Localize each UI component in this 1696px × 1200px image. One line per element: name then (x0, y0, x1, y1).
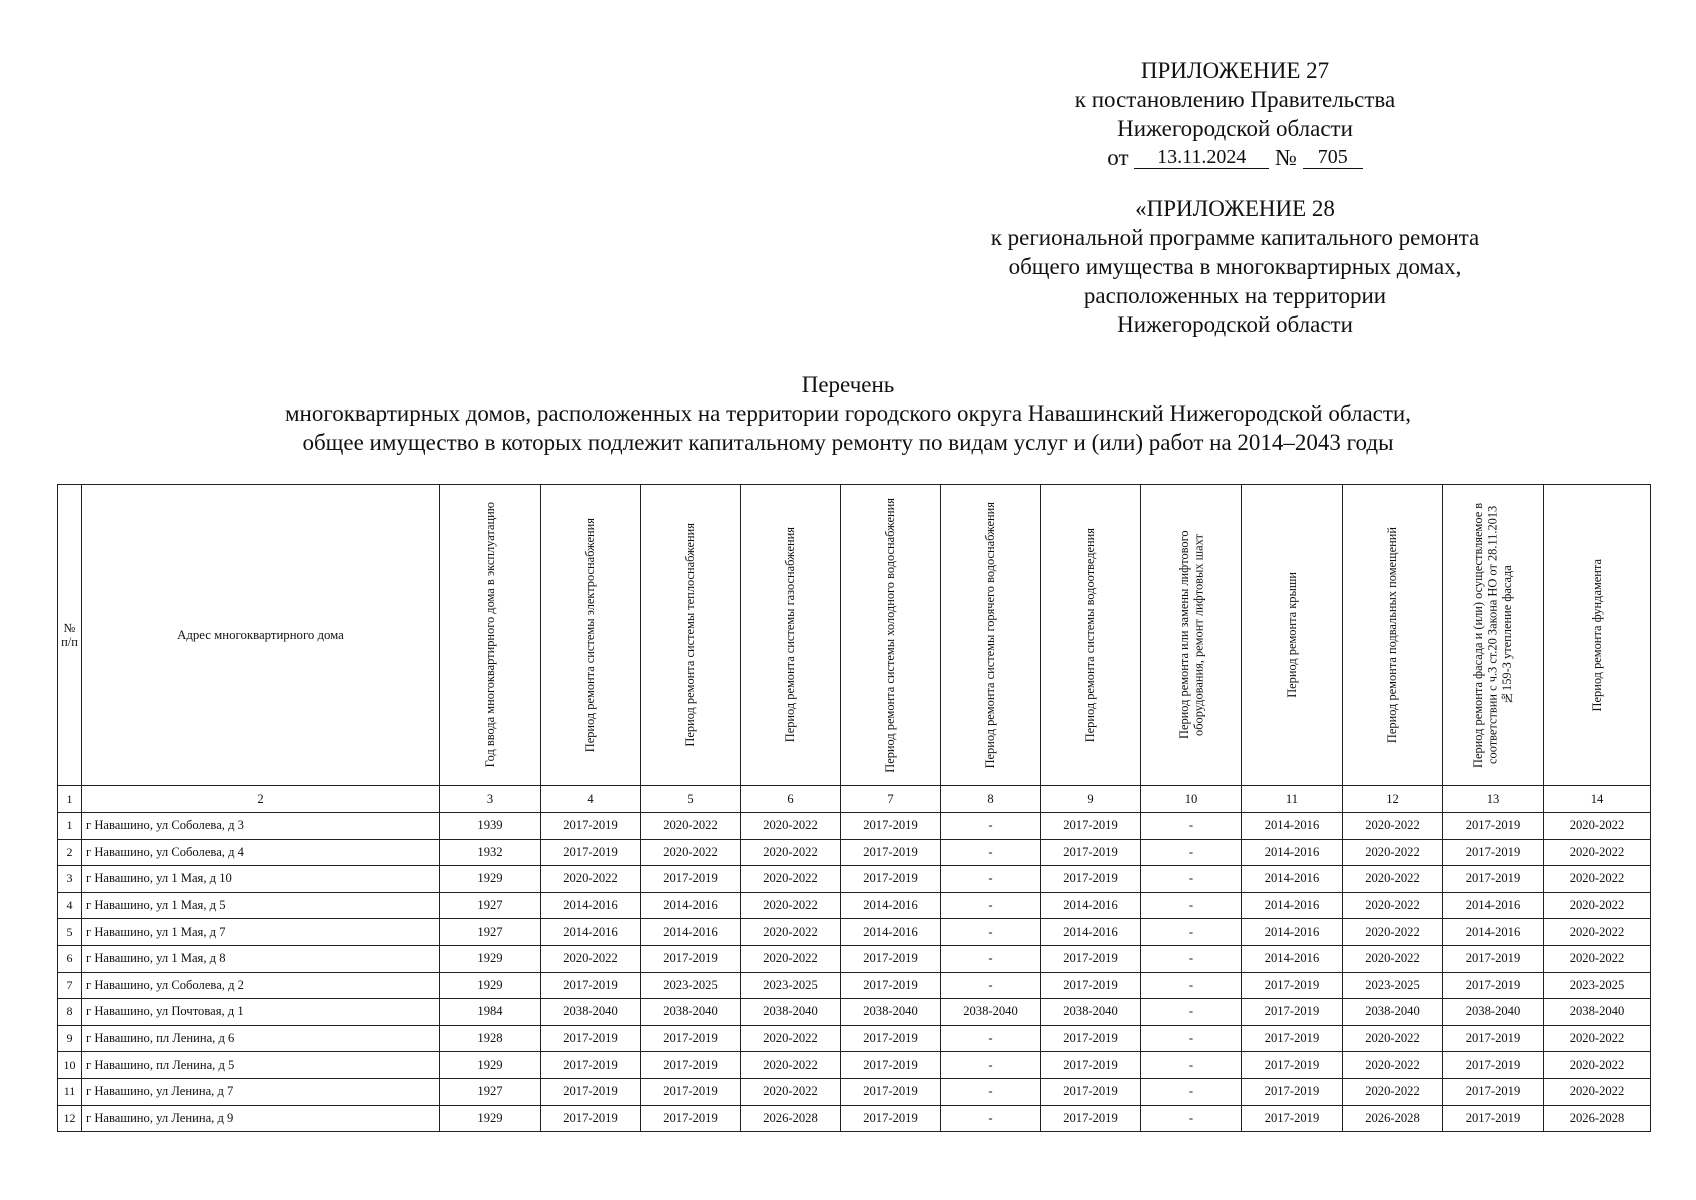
row-index: 4 (58, 892, 82, 919)
table-cell: 2017-2019 (1443, 1052, 1544, 1079)
table-row (58, 919, 1651, 946)
column-header-5 (641, 485, 741, 786)
table-cell: - (941, 866, 1041, 893)
column-header-10 (1141, 485, 1242, 786)
table-cell: 2017-2019 (1041, 1052, 1141, 1079)
table-cell: 2017-2019 (641, 1105, 741, 1132)
table-cell: 2014-2016 (641, 919, 741, 946)
house-address: г Навашино, пл Ленина, д 6 (82, 1025, 440, 1052)
table-cell: - (1141, 1052, 1242, 1079)
table-cell: 2020-2022 (741, 1078, 841, 1105)
table-cell: 2017-2019 (1443, 1025, 1544, 1052)
row-index: 1 (58, 813, 82, 840)
table-cell: 2026-2028 (1343, 1105, 1443, 1132)
table-cell: 1939 (440, 813, 541, 840)
table-cell: - (941, 1025, 1041, 1052)
column-header-text-4: Период ремонта системы электроснабжения (583, 517, 598, 753)
table-cell: 2017-2019 (1041, 945, 1141, 972)
table-cell: 1929 (440, 945, 541, 972)
table-cell: 2020-2022 (1343, 1025, 1443, 1052)
table-cell: 2017-2019 (1041, 839, 1141, 866)
appendix-27-subtitle: к постановлению Правительства (1074, 87, 1396, 112)
table-cell: 2020-2022 (1544, 839, 1651, 866)
table-cell: 2020-2022 (1544, 1052, 1651, 1079)
table-row (58, 1078, 1651, 1105)
table-cell: 2017-2019 (1443, 866, 1544, 893)
table-cell: 2020-2022 (1544, 866, 1651, 893)
table-cell: 2020-2022 (1343, 839, 1443, 866)
table-cell: 2017-2019 (841, 1052, 941, 1079)
decree-line (960, 143, 1510, 172)
table-cell: 2017-2019 (541, 839, 641, 866)
table-row (58, 1052, 1651, 1079)
table-cell: 2017-2019 (541, 1025, 641, 1052)
table-cell: 2020-2022 (1544, 1025, 1651, 1052)
table-cell: 2014-2016 (641, 892, 741, 919)
column-header-text-10: Период ремонта или замены лифтового оборудования, ремонт лифтовых шахт (1176, 530, 1205, 740)
table-cell: 2017-2019 (841, 839, 941, 866)
table-cell: - (1141, 813, 1242, 840)
table-cell: - (1141, 1078, 1242, 1105)
table-cell: 2017-2019 (1041, 813, 1141, 840)
table-cell: 2017-2019 (1041, 1105, 1141, 1132)
column-header-13 (1443, 485, 1544, 786)
column-number-5: 5 (641, 786, 741, 813)
table-cell: 2014-2016 (1041, 919, 1141, 946)
table-cell: 2014-2016 (1242, 866, 1343, 893)
table-cell: 1929 (440, 1105, 541, 1132)
table-cell: 2020-2022 (1343, 919, 1443, 946)
table-cell: 2020-2022 (1343, 813, 1443, 840)
table-cell: - (941, 945, 1041, 972)
house-address: г Навашино, пл Ленина, д 5 (82, 1052, 440, 1079)
column-header-1: № п/п (58, 485, 82, 786)
row-index: 2 (58, 839, 82, 866)
table-cell: - (1141, 866, 1242, 893)
table-cell: 2014-2016 (1443, 892, 1544, 919)
house-address: г Навашино, ул Соболева, д 4 (82, 839, 440, 866)
table-cell: 2014-2016 (1041, 892, 1141, 919)
column-header-text-5: Период ремонта системы теплоснабжения (683, 523, 698, 747)
house-address: г Навашино, ул 1 Мая, д 5 (82, 892, 440, 919)
row-index: 8 (58, 999, 82, 1026)
table-cell: 2014-2016 (841, 892, 941, 919)
table-row (58, 892, 1651, 919)
table-cell: 2017-2019 (1041, 866, 1141, 893)
table-cell: 2017-2019 (841, 945, 941, 972)
column-header-text-14: Период ремонта фундамента (1589, 558, 1604, 712)
table-cell: 2038-2040 (841, 999, 941, 1026)
table-cell: 2017-2019 (841, 1025, 941, 1052)
column-header-text-13: Период ремонта фасада и (или) осуществляемое в соответствии с ч.3 ст.20 Закона НО от 28.11.2013 №159-З утепление фасада (1471, 502, 1515, 768)
list-title-line-1: Перечень (801, 372, 895, 397)
table-cell: 2014-2016 (1242, 945, 1343, 972)
column-header-text-12: Период ремонта подвальных помещений (1385, 526, 1400, 744)
table-cell: 2017-2019 (841, 813, 941, 840)
column-header-text-7: Период ремонта системы холодного водоснабжения (883, 497, 898, 773)
table-cell: 2017-2019 (1041, 1025, 1141, 1052)
column-number-7: 7 (841, 786, 941, 813)
table-cell: - (1141, 1105, 1242, 1132)
appendix-28-line-3: общего имущества в многоквартирных домах, (1008, 254, 1462, 279)
table-cell: 2014-2016 (541, 919, 641, 946)
table-cell: 2020-2022 (1544, 919, 1651, 946)
table-cell: 2038-2040 (1343, 999, 1443, 1026)
table-cell: 2017-2019 (1041, 972, 1141, 999)
table-cell: 2020-2022 (1544, 1078, 1651, 1105)
row-index: 7 (58, 972, 82, 999)
appendix-28-line-4: расположенных на территории (1083, 283, 1387, 308)
table-row (58, 866, 1651, 893)
column-header-3 (440, 485, 541, 786)
table-cell: 2017-2019 (1443, 813, 1544, 840)
house-address: г Навашино, ул Почтовая, д 1 (82, 999, 440, 1026)
table-row (58, 839, 1651, 866)
column-number-2: 2 (82, 786, 440, 813)
table-cell: 2014-2016 (841, 919, 941, 946)
appendix-27-header (960, 56, 1510, 172)
table-cell: 2017-2019 (1242, 1052, 1343, 1079)
column-header-2: Адрес многоквартирного дома (82, 485, 440, 786)
column-header-12 (1343, 485, 1443, 786)
table-cell: - (1141, 919, 1242, 946)
table-cell: 2020-2022 (741, 945, 841, 972)
table-cell: 1984 (440, 999, 541, 1026)
table-cell: 2038-2040 (941, 999, 1041, 1026)
table-cell: 2017-2019 (641, 866, 741, 893)
table-cell: 1927 (440, 1078, 541, 1105)
table-cell: 2014-2016 (1242, 892, 1343, 919)
table-cell: 2017-2019 (1443, 1078, 1544, 1105)
table-cell: 2014-2016 (541, 892, 641, 919)
table-cell: 1932 (440, 839, 541, 866)
row-index: 5 (58, 919, 82, 946)
table-cell: 2023-2025 (641, 972, 741, 999)
table-cell: 2017-2019 (1242, 1078, 1343, 1105)
column-header-6 (741, 485, 841, 786)
table-cell: 1927 (440, 919, 541, 946)
table-cell: 2014-2016 (1242, 839, 1343, 866)
row-index: 9 (58, 1025, 82, 1052)
table-cell: 2026-2028 (1544, 1105, 1651, 1132)
table-cell: 2020-2022 (541, 945, 641, 972)
table-row (58, 945, 1651, 972)
table-cell: - (1141, 999, 1242, 1026)
table-cell: 2017-2019 (541, 813, 641, 840)
table-cell: - (1141, 945, 1242, 972)
column-number-1: 1 (58, 786, 82, 813)
table-cell: 2038-2040 (1443, 999, 1544, 1026)
column-number-13: 13 (1443, 786, 1544, 813)
table-cell: 2038-2040 (1041, 999, 1141, 1026)
column-number-row (58, 786, 1651, 813)
column-header-text-9: Период ремонта системы водоотведения (1083, 527, 1098, 743)
table-cell: 2020-2022 (741, 1025, 841, 1052)
list-title-line-3: общее имущество в которых подлежит капитальному ремонту по видам услуг и (или) работ на 2014–2043 годы (302, 430, 1394, 455)
table-cell: - (941, 919, 1041, 946)
list-title (0, 370, 1696, 457)
table-cell: 2020-2022 (1343, 1078, 1443, 1105)
table-cell: 2017-2019 (641, 945, 741, 972)
table-cell: 2017-2019 (1242, 1025, 1343, 1052)
decree-date: 13.11.2024 (1134, 146, 1269, 169)
table-header-row (58, 485, 1651, 786)
table-cell: 1929 (440, 1052, 541, 1079)
row-index: 3 (58, 866, 82, 893)
row-index: 11 (58, 1078, 82, 1105)
column-header-text-8: Период ремонта системы горячего водоснабжения (983, 501, 998, 769)
house-address: г Навашино, ул Соболева, д 3 (82, 813, 440, 840)
table-cell: 1929 (440, 866, 541, 893)
table-cell: - (1141, 1025, 1242, 1052)
table-cell: 2017-2019 (541, 972, 641, 999)
table-cell: - (941, 813, 1041, 840)
table-cell: - (941, 892, 1041, 919)
column-number-11: 11 (1242, 786, 1343, 813)
house-address: г Навашино, ул 1 Мая, д 10 (82, 866, 440, 893)
column-number-3: 3 (440, 786, 541, 813)
table-cell: 2020-2022 (741, 813, 841, 840)
table-cell: 2038-2040 (541, 999, 641, 1026)
table-cell: 2023-2025 (1544, 972, 1651, 999)
appendix-28-header (960, 194, 1510, 339)
table-cell: 2020-2022 (1544, 892, 1651, 919)
table-cell: 2020-2022 (1343, 866, 1443, 893)
table-cell: 2017-2019 (641, 1052, 741, 1079)
column-header-8 (941, 485, 1041, 786)
appendix-27-title: ПРИЛОЖЕНИЕ 27 (1140, 58, 1330, 83)
table-cell: 2020-2022 (741, 866, 841, 893)
column-header-7 (841, 485, 941, 786)
table-cell: 2020-2022 (541, 866, 641, 893)
house-address: г Навашино, ул 1 Мая, д 7 (82, 919, 440, 946)
table-cell: 2017-2019 (1443, 839, 1544, 866)
appendix-28-title: «ПРИЛОЖЕНИЕ 28 (1135, 196, 1335, 221)
table-cell: 2020-2022 (641, 813, 741, 840)
appendix-28-line-2: к региональной программе капитального ремонта (990, 225, 1480, 250)
table-cell: 2020-2022 (741, 919, 841, 946)
decree-number-label: № (1275, 145, 1297, 170)
column-header-text-3: Год ввода многоквартирного дома в эксплуатацию (482, 502, 497, 768)
table-row (58, 1025, 1651, 1052)
table-cell: - (941, 1052, 1041, 1079)
table-cell: 2020-2022 (741, 892, 841, 919)
repair-schedule-table (57, 484, 1651, 1132)
table-cell: 2020-2022 (1343, 945, 1443, 972)
table-cell: - (941, 839, 1041, 866)
table-cell: 2038-2040 (641, 999, 741, 1026)
column-header-14 (1544, 485, 1651, 786)
column-number-6: 6 (741, 786, 841, 813)
column-header-4 (541, 485, 641, 786)
row-index: 6 (58, 945, 82, 972)
table-row (58, 813, 1651, 840)
house-address: г Навашино, ул Ленина, д 9 (82, 1105, 440, 1132)
appendix-28-line-5: Нижегородской области (1117, 312, 1353, 337)
table-cell: 2017-2019 (1242, 972, 1343, 999)
table-row (58, 972, 1651, 999)
table-cell: - (941, 1105, 1041, 1132)
column-number-4: 4 (541, 786, 641, 813)
table-cell: 2020-2022 (1343, 1052, 1443, 1079)
column-header-text-6: Период ремонта системы газоснабжения (783, 527, 798, 743)
column-header-11 (1242, 485, 1343, 786)
table-cell: - (941, 972, 1041, 999)
column-number-14: 14 (1544, 786, 1651, 813)
decree-number: 705 (1303, 146, 1363, 169)
column-header-9 (1041, 485, 1141, 786)
table-row (58, 1105, 1651, 1132)
table-cell: - (941, 1078, 1041, 1105)
table-cell: 2017-2019 (1443, 1105, 1544, 1132)
table-row (58, 999, 1651, 1026)
column-number-10: 10 (1141, 786, 1242, 813)
table-cell: 2023-2025 (1343, 972, 1443, 999)
table-cell: 2017-2019 (1242, 1105, 1343, 1132)
table-cell: 1927 (440, 892, 541, 919)
column-number-9: 9 (1041, 786, 1141, 813)
table-cell: 2020-2022 (641, 839, 741, 866)
table-cell: 2017-2019 (841, 1105, 941, 1132)
table-cell: 2038-2040 (741, 999, 841, 1026)
row-index: 10 (58, 1052, 82, 1079)
table-cell: 2020-2022 (1544, 813, 1651, 840)
house-address: г Навашино, ул Ленина, д 7 (82, 1078, 440, 1105)
table-cell: 2020-2022 (741, 839, 841, 866)
row-index: 12 (58, 1105, 82, 1132)
table-cell: 1928 (440, 1025, 541, 1052)
list-title-line-2: многоквартирных домов, расположенных на территории городского округа Навашинский Нижегородской области, (285, 401, 1411, 426)
table-cell: 2017-2019 (841, 972, 941, 999)
table-cell: 2023-2025 (741, 972, 841, 999)
table-cell: 2017-2019 (841, 866, 941, 893)
house-address: г Навашино, ул Соболева, д 2 (82, 972, 440, 999)
table-cell: 2014-2016 (1242, 813, 1343, 840)
column-number-12: 12 (1343, 786, 1443, 813)
decree-from-label: от (1107, 145, 1129, 170)
table-cell: 2020-2022 (741, 1052, 841, 1079)
table-cell: 2017-2019 (641, 1078, 741, 1105)
table-cell: 2017-2019 (1041, 1078, 1141, 1105)
column-number-8: 8 (941, 786, 1041, 813)
table-cell: 2017-2019 (541, 1078, 641, 1105)
table-cell: - (1141, 839, 1242, 866)
appendix-27-region: Нижегородской области (1117, 116, 1353, 141)
table-cell: 2014-2016 (1443, 919, 1544, 946)
column-header-text-11: Период ремонта крыши (1284, 572, 1299, 698)
table-cell: 2017-2019 (641, 1025, 741, 1052)
table-cell: 2017-2019 (1242, 999, 1343, 1026)
table-cell: 2014-2016 (1242, 919, 1343, 946)
table-cell: 2017-2019 (541, 1105, 641, 1132)
table-cell: 2020-2022 (1343, 892, 1443, 919)
table-cell: 2017-2019 (1443, 972, 1544, 999)
table-cell: - (1141, 892, 1242, 919)
house-address: г Навашино, ул 1 Мая, д 8 (82, 945, 440, 972)
table-cell: 2038-2040 (1544, 999, 1651, 1026)
table-cell: 2017-2019 (1443, 945, 1544, 972)
table-cell: - (1141, 972, 1242, 999)
table-cell: 1929 (440, 972, 541, 999)
table-cell: 2026-2028 (741, 1105, 841, 1132)
table-cell: 2017-2019 (541, 1052, 641, 1079)
table-cell: 2017-2019 (841, 1078, 941, 1105)
table-cell: 2020-2022 (1544, 945, 1651, 972)
